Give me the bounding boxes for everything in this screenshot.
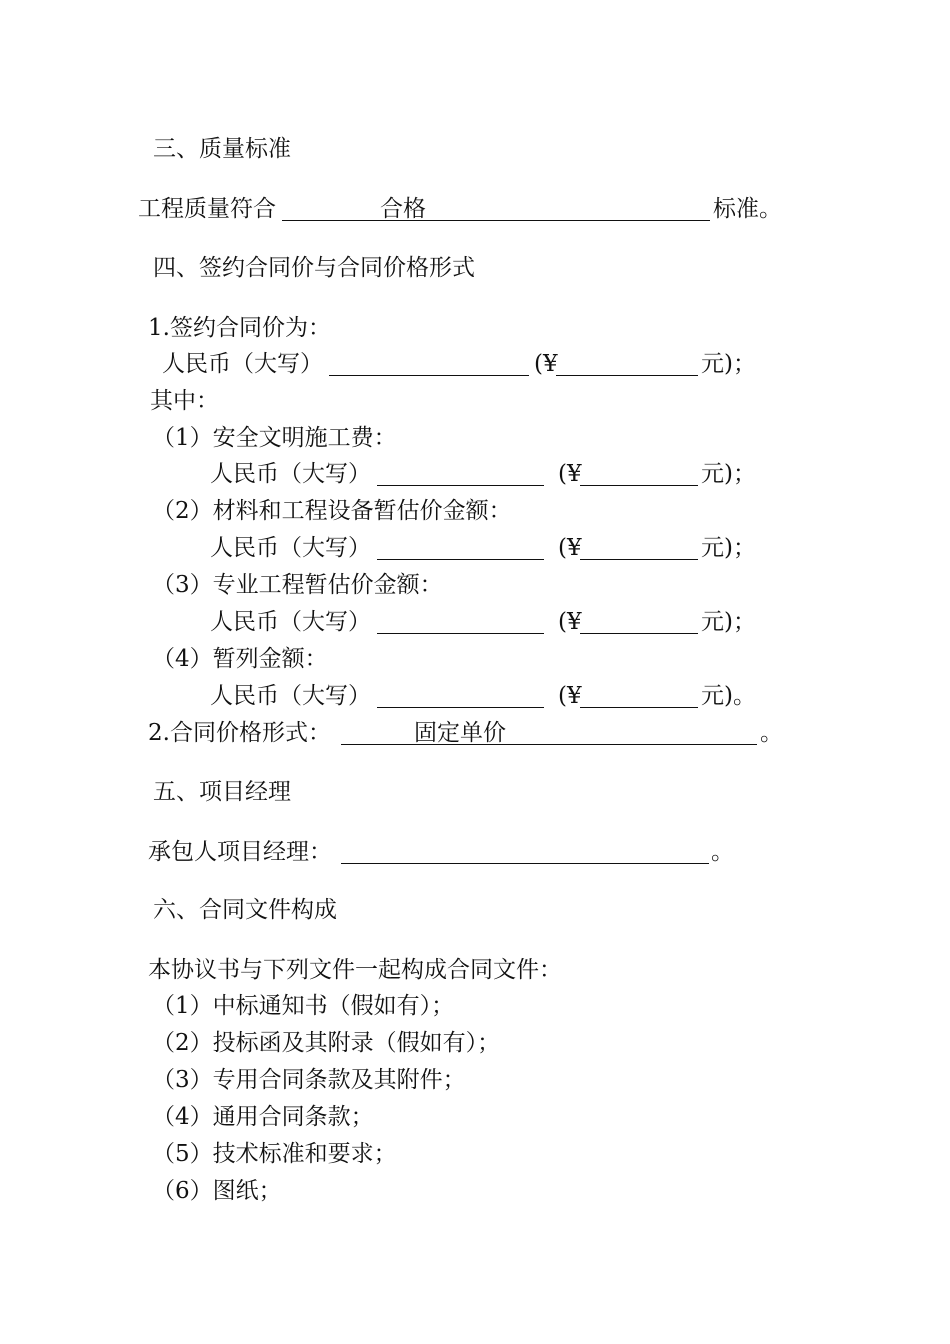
- contract-doc-item: （4）通用合同条款；: [152, 1104, 374, 1130]
- price-form-field[interactable]: [341, 744, 757, 745]
- quality-prefix: 工程质量符合: [138, 196, 276, 222]
- yuan-close: 元)；: [701, 535, 756, 561]
- among-label: 其中：: [150, 388, 219, 414]
- section-4-heading: 四、签约合同价与合同价格形式: [153, 255, 475, 281]
- material-estimate-caps-field[interactable]: [377, 559, 544, 560]
- material-estimate-number-field[interactable]: [580, 559, 698, 560]
- quality-standard-field[interactable]: [282, 220, 710, 221]
- safety-fee-number-field[interactable]: [580, 485, 698, 486]
- rmb-caps-label: 人民币（大写）: [210, 461, 371, 487]
- material-estimate-label: （2）材料和工程设备暂估价金额：: [152, 498, 512, 524]
- provisional-sum-caps-field[interactable]: [377, 707, 544, 708]
- rmb-caps-label: 人民币（大写）: [210, 683, 371, 709]
- contract-doc-item: （5）技术标准和要求；: [152, 1141, 397, 1167]
- price-form-value: 固定单价: [414, 720, 506, 746]
- price-form-suffix: 。: [760, 720, 783, 746]
- project-manager-suffix: 。: [711, 839, 734, 865]
- rmb-caps-label: 人民币（大写）: [162, 351, 323, 377]
- yuan-close: 元)；: [701, 609, 756, 635]
- yen-open: (¥: [558, 461, 582, 487]
- project-manager-field[interactable]: [341, 863, 709, 864]
- yuan-close: 元)；: [701, 461, 756, 487]
- contract-doc-item: （3）专用合同条款及其附件；: [152, 1067, 466, 1093]
- contract-doc-item: （6）图纸；: [152, 1178, 282, 1204]
- section-6-heading: 六、合同文件构成: [153, 897, 337, 923]
- yuan-close-period: 元)。: [701, 683, 756, 709]
- yen-open: (¥: [558, 683, 582, 709]
- specialty-estimate-caps-field[interactable]: [377, 633, 544, 634]
- section-3-heading: 三、质量标准: [153, 136, 291, 162]
- project-manager-label: 承包人项目经理：: [148, 839, 332, 865]
- contract-doc-item: （1）中标通知书（假如有）；: [152, 993, 455, 1019]
- yen-open: (¥: [534, 351, 558, 377]
- provisional-sum-number-field[interactable]: [580, 707, 698, 708]
- rmb-caps-label: 人民币（大写）: [210, 535, 371, 561]
- provisional-sum-label: （4）暂列金额：: [152, 646, 328, 672]
- contract-docs-intro: 本协议书与下列文件一起构成合同文件：: [148, 957, 562, 983]
- contract-price-title: 1.签约合同价为：: [148, 315, 331, 341]
- safety-fee-caps-field[interactable]: [377, 485, 544, 486]
- specialty-estimate-label: （3）专业工程暂估价金额：: [152, 572, 443, 598]
- contract-doc-item: （2）投标函及其附录（假如有）；: [152, 1030, 501, 1056]
- safety-fee-label: （1）安全文明施工费：: [152, 425, 397, 451]
- total-price-caps-field[interactable]: [329, 375, 529, 376]
- price-form-label: 2.合同价格形式：: [148, 720, 331, 746]
- yuan-close: 元)；: [701, 351, 756, 377]
- specialty-estimate-number-field[interactable]: [580, 633, 698, 634]
- quality-suffix: 标准。: [713, 196, 782, 222]
- total-price-number-field[interactable]: [556, 375, 698, 376]
- rmb-caps-label: 人民币（大写）: [210, 609, 371, 635]
- yen-open: (¥: [558, 609, 582, 635]
- quality-standard-value: 合格: [380, 196, 426, 222]
- yen-open: (¥: [558, 535, 582, 561]
- section-5-heading: 五、项目经理: [153, 779, 291, 805]
